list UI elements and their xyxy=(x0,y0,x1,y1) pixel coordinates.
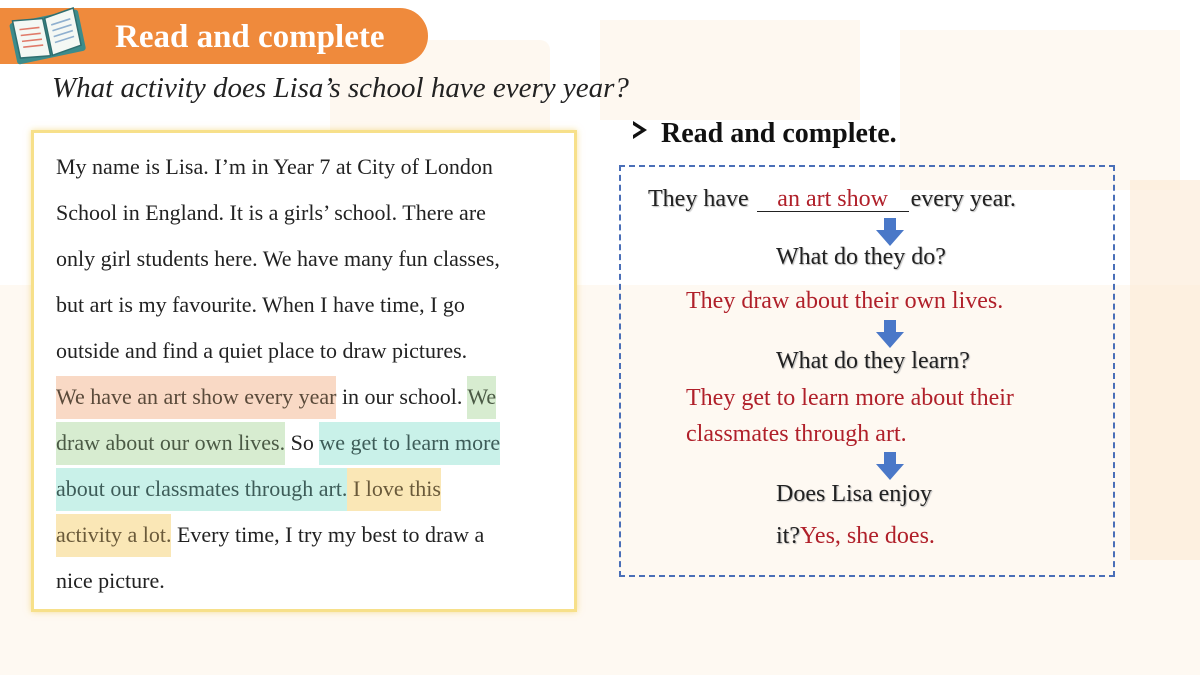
passage-line: but art is my favourite. When I have time, I go xyxy=(56,292,465,317)
background-building xyxy=(1130,180,1200,560)
answer-3: They get to learn more about their xyxy=(686,385,1014,411)
highlight-draw-lives: draw about our own lives. xyxy=(56,422,285,465)
down-arrow-icon xyxy=(876,218,904,246)
question-1 xyxy=(648,186,1016,213)
background-building xyxy=(600,20,860,120)
question-2: What do they do? xyxy=(776,244,946,270)
passage-line xyxy=(56,420,568,466)
reading-passage xyxy=(56,144,568,604)
passage-line: School in England. It is a girls’ school. There are xyxy=(56,200,486,225)
highlight-learn-classmates: we get to learn more xyxy=(319,422,500,465)
highlight-love-activity: activity a lot. xyxy=(56,514,171,557)
passage-text: in our school. xyxy=(336,384,468,409)
question-text: every year. xyxy=(910,186,1016,212)
passage-line xyxy=(56,512,568,558)
highlight-draw-lives: We xyxy=(467,376,496,419)
question-3: What do they learn? xyxy=(776,348,970,374)
passage-line xyxy=(56,374,568,420)
highlight-art-show: We have an art show every year xyxy=(56,376,336,419)
question-text: They have xyxy=(648,186,755,212)
passage-line xyxy=(56,466,568,512)
passage-line: nice picture. xyxy=(56,568,165,593)
answer-3: classmates through art. xyxy=(686,421,907,447)
guiding-question: What activity does Lisa’s school have every year? xyxy=(52,72,629,104)
down-arrow-icon xyxy=(876,452,904,480)
section-title: Read and complete xyxy=(115,19,385,55)
worksheet-heading xyxy=(633,118,897,150)
question-text: it? xyxy=(776,523,800,549)
highlight-love-activity: I love this xyxy=(347,468,441,511)
passage-line: only girl students here. We have many fun classes, xyxy=(56,246,500,271)
down-arrow-icon xyxy=(876,320,904,348)
worksheet-heading-text: Read and complete. xyxy=(661,118,897,149)
passage-text: So xyxy=(285,430,320,455)
arrow-bullet-icon xyxy=(633,121,647,139)
answer-4: Yes, she does. xyxy=(800,523,935,549)
passage-text: Every time, I try my best to draw a xyxy=(171,522,485,547)
question-4 xyxy=(776,523,935,550)
book-icon xyxy=(4,2,90,66)
passage-line: outside and find a quiet place to draw pictures. xyxy=(56,338,468,363)
highlight-learn-classmates: about our classmates through art. xyxy=(56,468,347,511)
question-4: Does Lisa enjoy xyxy=(776,481,932,507)
answer-blank: an art show xyxy=(757,187,909,212)
answer-2: They draw about their own lives. xyxy=(686,288,1004,314)
passage-line: My name is Lisa. I’m in Year 7 at City of London xyxy=(56,154,493,179)
